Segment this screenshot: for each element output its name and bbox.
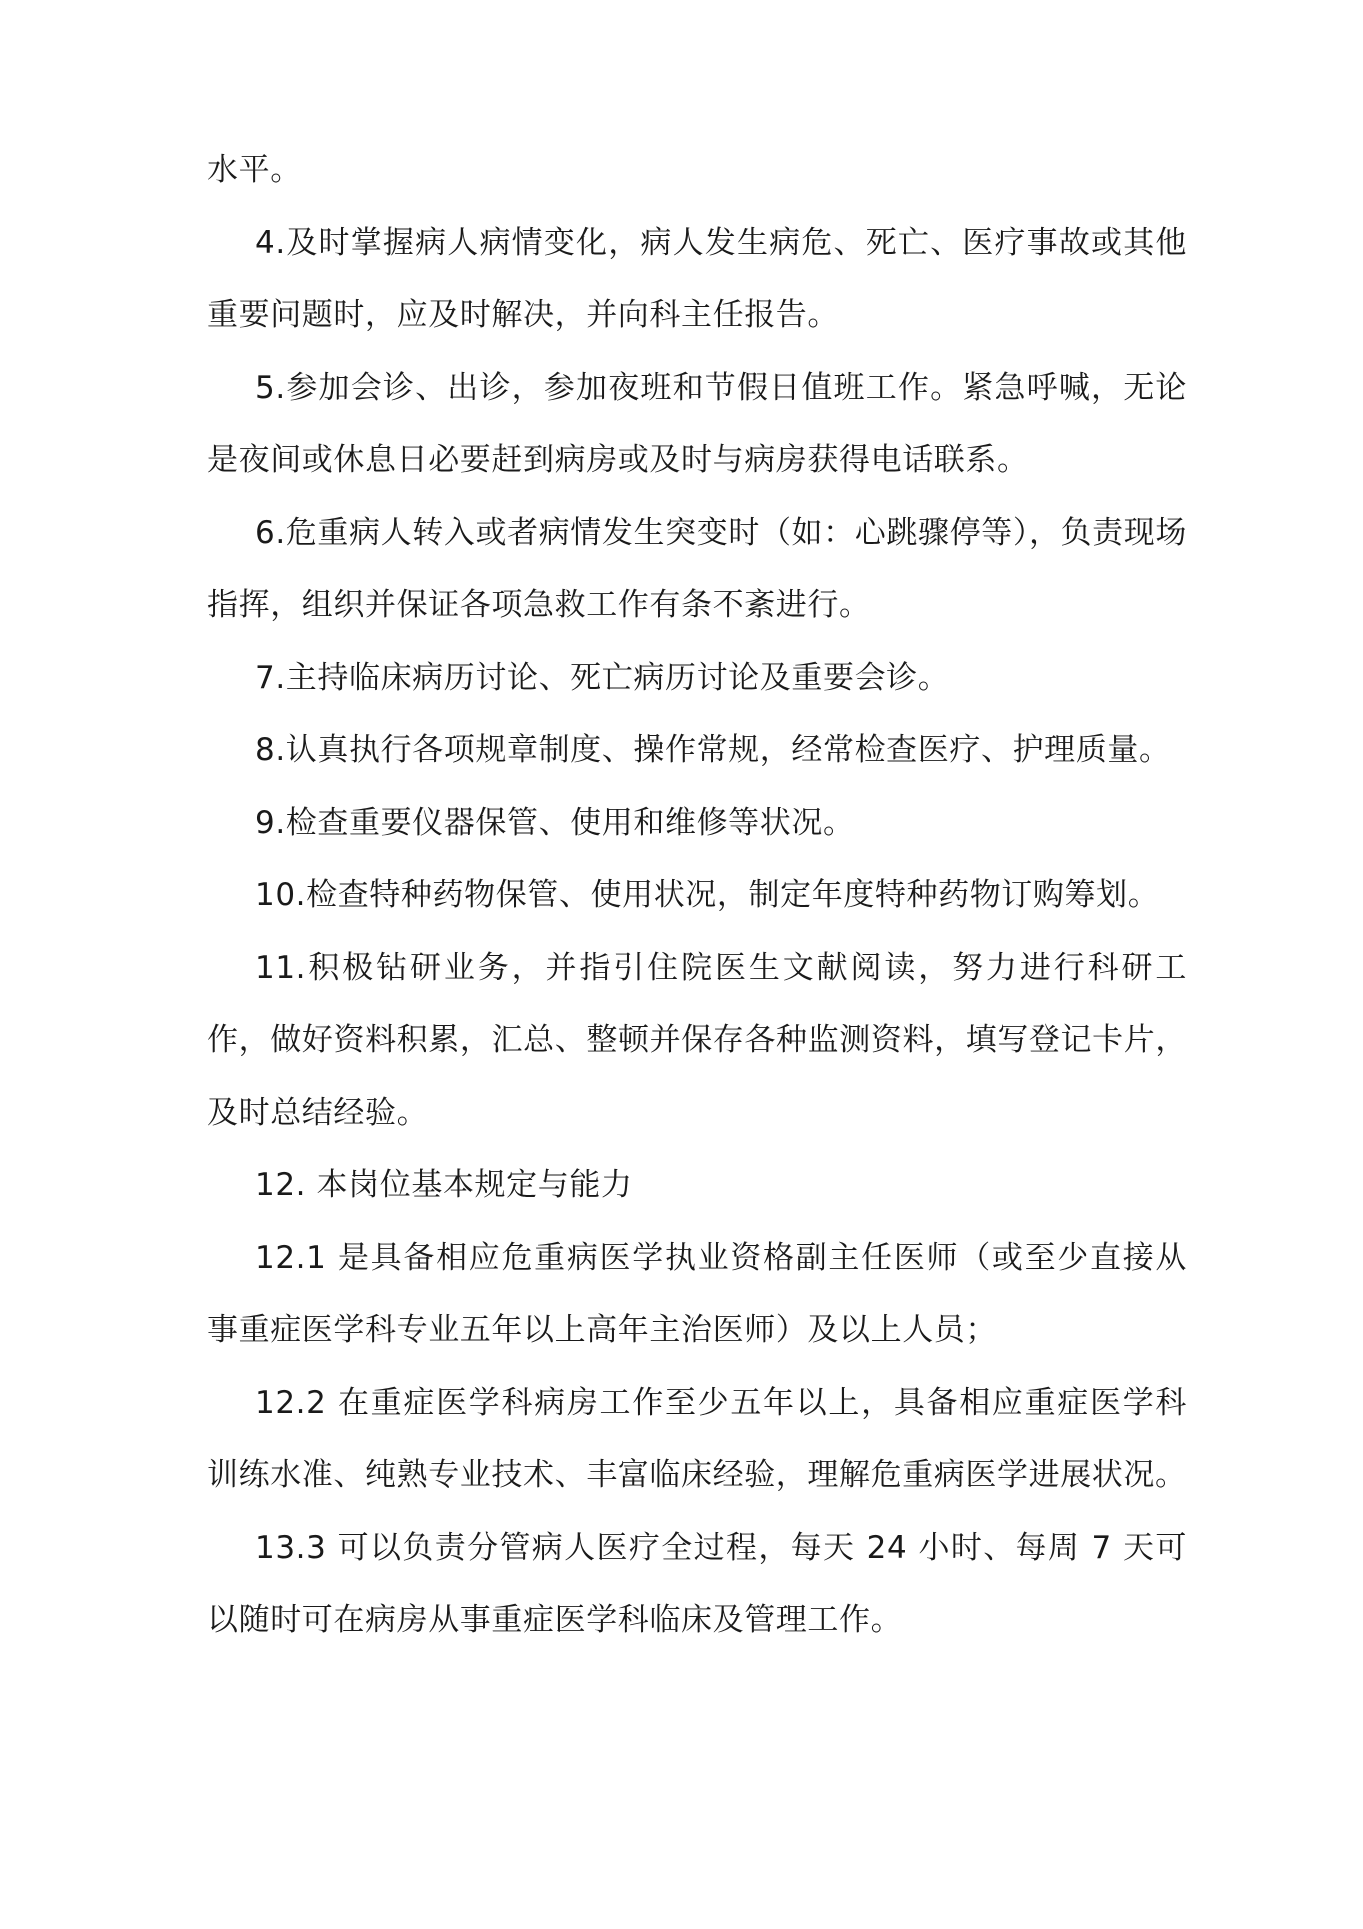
paragraph-item-4: 4.及时掌握病人病情变化，病人发生病危、死亡、医疗事故或其他重要问题时，应及时解决，并向科主任报告。 [207,224,1187,333]
document-body [207,134,1187,1657]
paragraph-item-12-1: 12.1 是具备相应危重病医学执业资格副主任医师（或至少直接从事重症医学科专业五年以上高年主治医师）及以上人员； [207,1239,1187,1348]
paragraph-item-9: 9.检查重要仪器保管、使用和维修等状况。 [255,804,855,841]
paragraph-item-12-2: 12.2 在重症医学科病房工作至少五年以上，具备相应重症医学科训练水准、纯熟专业技术、丰富临床经验，理解危重病医学进展状况。 [207,1384,1187,1493]
paragraph-item-13-3: 13.3 可以负责分管病人医疗全过程，每天 24 小时、每周 7 天可以随时可在病房从事重症医学科临床及管理工作。 [207,1529,1187,1638]
paragraph-item-11: 11.积极钻研业务，并指引住院医生文献阅读，努力进行科研工作，做好资料积累，汇总、整顿并保存各种监测资料，填写登记卡片，及时总结经验。 [207,949,1187,1131]
paragraph-item-10: 10.检查特种药物保管、使用状况，制定年度特种药物订购筹划。 [255,877,1160,913]
paragraph-item-6: 6.危重病人转入或者病情发生突变时（如：心跳骤停等），负责现场指挥，组织并保证各项急救工作有条不紊进行。 [207,514,1187,623]
paragraph-item-8: 8.认真执行各项规章制度、操作常规，经常检查医疗、护理质量。 [255,732,1171,768]
paragraph-continuation: 水平。 [207,152,302,188]
paragraph-item-12-heading: 12. 本岗位基本规定与能力 [255,1167,633,1203]
paragraph-item-5: 5.参加会诊、出诊，参加夜班和节假日值班工作。紧急呼喊，无论是夜间或休息日必要赶到病房或及时与病房获得电话联系。 [207,369,1187,478]
paragraph-item-7: 7.主持临床病历讨论、死亡病历讨论及重要会诊。 [255,659,950,696]
